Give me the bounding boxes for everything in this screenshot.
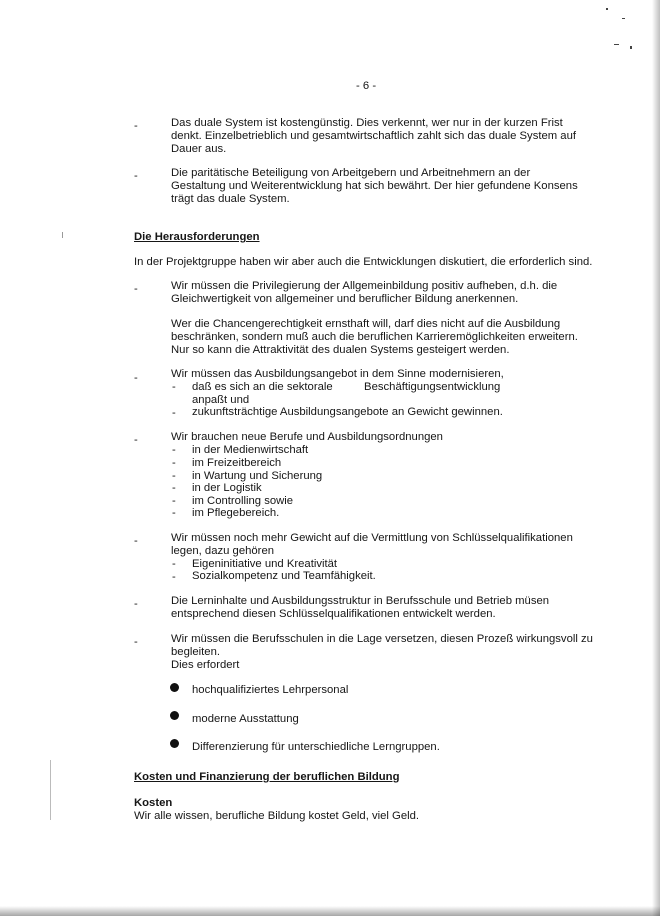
- sub-item-marker: -: [172, 507, 176, 519]
- item-text-line: legen, dazu gehören: [171, 545, 275, 557]
- sub-item-text: in der Logistik: [192, 482, 262, 494]
- item-marker: -: [134, 434, 138, 446]
- dot-item-text: Differenzierung für unterschiedliche Lerngruppen.: [192, 741, 440, 753]
- bullet-text-line: Gestaltung und Weiterentwicklung hat sich bewährt. Der hier gefundene Konsens: [171, 180, 578, 192]
- item-text-line: Wir müssen die Privilegierung der Allgemeinbildung positiv aufheben, d.h. die: [171, 280, 558, 292]
- item-marker: -: [134, 598, 138, 610]
- sub-item-text: zukunftsträchtige Ausbildungsangebote an Gewicht gewinnen.: [192, 406, 503, 418]
- bullet-marker: -: [134, 120, 138, 132]
- sub-item-text: Eigeninitiative und Kreativität: [192, 558, 338, 570]
- sub-item-marker: -: [172, 495, 176, 507]
- item-marker: -: [134, 636, 138, 648]
- item-text-line: Wir müssen die Berufsschulen in die Lage versetzen, diesen Prozeß wirkungsvoll zu: [171, 633, 593, 645]
- bullet-text-line: Das duale System ist kostengünstig. Dies verkennt, wer nur in der kurzen Frist: [171, 117, 563, 129]
- sub-item-text: in der Medienwirtschaft: [192, 444, 309, 456]
- sub-item-marker: -: [172, 381, 176, 393]
- sub-item-text: im Freizeitbereich: [192, 457, 282, 469]
- page-number: - 6 -: [356, 80, 377, 92]
- subheading-costs: Kosten: [134, 797, 173, 809]
- item-text-line: begleiten.: [171, 646, 220, 658]
- scan-speck: [630, 46, 632, 49]
- scan-speck: [62, 232, 63, 238]
- scan-speck: [50, 760, 51, 820]
- item-text-line: Wir müssen das Ausbildungsangebot in dem Sinne modernisieren,: [171, 368, 504, 380]
- item-marker: -: [134, 535, 138, 547]
- sub-item-text: in Wartung und Sicherung: [192, 470, 323, 482]
- section-heading-challenges: Die Herausforderungen: [134, 231, 260, 243]
- costs-text: Wir alle wissen, berufliche Bildung kostet Geld, viel Geld.: [134, 810, 420, 822]
- item-text-line: Wer die Chancengerechtigkeit ernsthaft will, darf dies nicht auf die Ausbildung: [171, 318, 561, 330]
- item-marker: -: [134, 283, 138, 295]
- section-heading-costs: Kosten und Finanzierung der beruflichen Bildung: [134, 771, 400, 783]
- scan-bottom-shadow: [0, 906, 660, 916]
- item-text-line: entsprechend diesen Schlüsselqualifikationen entwickelt werden.: [171, 608, 496, 620]
- item-text-line: Gleichwertigkeit von allgemeiner und beruflicher Bildung anerkennen.: [171, 293, 519, 305]
- bullet-text-line: trägt das duale System.: [171, 193, 290, 205]
- dot-item-text: moderne Ausstattung: [192, 713, 299, 725]
- sub-item-marker: -: [172, 470, 176, 482]
- dot-item-text: hochqualifiziertes Lehrpersonal: [192, 684, 349, 696]
- scan-edge-shadow: [652, 0, 660, 916]
- scan-speck: [606, 8, 608, 10]
- sub-item-marker: -: [172, 558, 176, 570]
- sub-item-marker: -: [172, 444, 176, 456]
- sub-item-text: im Pflegebereich.: [192, 507, 280, 519]
- sub-item-marker: -: [172, 482, 176, 494]
- scan-speck: [614, 44, 619, 45]
- item-marker: -: [134, 372, 138, 384]
- sub-item-marker: -: [172, 407, 176, 419]
- bullet-text-line: Dauer aus.: [171, 143, 227, 155]
- sub-item-text: Sozialkompetenz und Teamfähigkeit.: [192, 570, 376, 582]
- item-text-line: beschränken, sondern muß auch die beruflichen Karrieremöglichkeiten erweitern.: [171, 331, 578, 343]
- bullet-text-line: denkt. Einzelbetrieblich und gesamtwirtschaftlich zahlt sich das duale System auf: [171, 130, 577, 142]
- bullet-marker: -: [134, 170, 138, 182]
- bullet-text-line: Die paritätische Beteiligung von Arbeitgebern und Arbeitnehmern an der: [171, 167, 531, 179]
- sub-item-marker: -: [172, 457, 176, 469]
- sub-item-text: im Controlling sowie: [192, 495, 294, 507]
- item-text-line: Dies erfordert: [171, 659, 240, 671]
- sub-item-marker: -: [172, 571, 176, 583]
- scan-speck: [622, 18, 625, 19]
- item-text-line: Wir brauchen neue Berufe und Ausbildungsordnungen: [171, 431, 443, 443]
- sub-item-text: anpaßt und: [192, 394, 250, 406]
- item-text-line: Nur so kann die Attraktivität des dualen Systems gesteigert werden.: [171, 344, 510, 356]
- item-text-line: Die Lerninhalte und Ausbildungsstruktur in Berufsschule und Betrieb müsen: [171, 595, 550, 607]
- sub-item-text: daß es sich an die sektorale Beschäftigungsentwicklung: [192, 381, 501, 393]
- bullet-dot: [170, 711, 179, 720]
- bullet-dot: [170, 683, 179, 692]
- item-text-line: Wir müssen noch mehr Gewicht auf die Vermittlung von Schlüsselqualifikationen: [171, 532, 573, 544]
- bullet-dot: [170, 739, 179, 748]
- section-intro: In der Projektgruppe haben wir aber auch die Entwicklungen diskutiert, die erforderlich sind.: [134, 256, 593, 268]
